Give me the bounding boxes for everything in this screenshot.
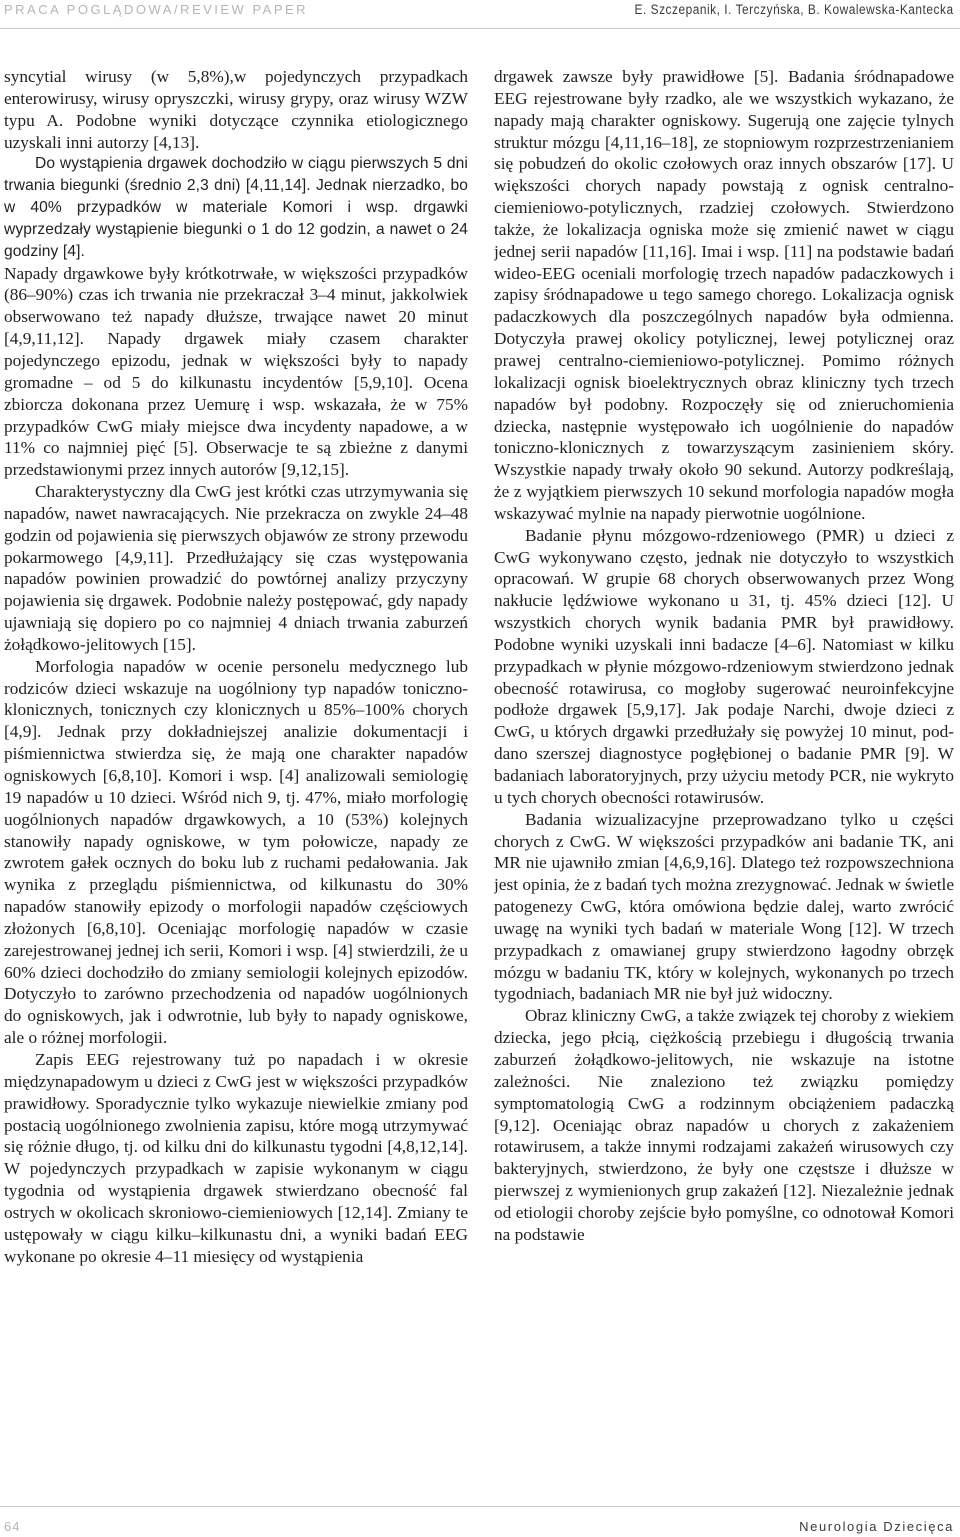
page-number: 64 bbox=[4, 1519, 21, 1534]
paragraph: Badania wizualizacyjne przeprowadzano tylko u części chorych z CwG. W większości przypadków ani badanie TK, ani MR nie ujawniło zmian [4,6,9,16]. Dlatego też rozpowszechniona jest opinia, że z badań tych można zrezygnować. Jednak w świetle patogenezy CwG, która omówiona będzie dalej, warto zwrócić uwagę na wyniki tych badań w materiale Wong [12]. W trzech przypadkach z omawianej grupy stwierdzono łagodny obrzęk mózgu w badaniu TK, który w kolejnych, wykonanych po trzech tygodniach, badaniach MR nie był już widoczny. bbox=[494, 809, 954, 1004]
header-rule bbox=[0, 28, 960, 29]
paragraph: Badanie płynu mózgowo-rdzeniowego (PMR) u dzieci z CwG wykonywano często, jednak nie dotyczyło to wszystkich opracowań. W grupie 68 chorych obserwowanych przez Wong nakłucie lędźwiowe wykonano u 31, tj. 45% dzieci [12]. U wszystkich chorych wynik badania PMR był prawidłowy. Podobne wyniki uzyskali inni badacze [4–6]. Natomiast w kilku przypadkach w płynie mózgowo-rdzeniowym stwierdzono jednak obecność rotawirusa, co mogłoby sugerować neuroinfekcyjne podłoże drgawek [5,9,17]. Jak podaje Narchi, dwoje dzieci z CwG, u których drgawki przedłużały się powyżej 10 minut, poddano szerszej diagnostyce pogłębionej o badanie PMR [9]. W badaniach laboratoryjnych, przy użyciu metody PCR, nie wykryto u tych chorych obecności rotawirusów. bbox=[494, 525, 954, 807]
page-footer bbox=[0, 1506, 960, 1537]
paragraph: syncytial wirusy (w 5,8%),w pojedynczych przypadkach enterowirusy, wirusy opryszczki, wirusy grypy, oraz wirusy WZW typu A. Podobne wyniki dotyczące czynnika etiologicznego uzyskali inni autorzy [4,13]. bbox=[4, 67, 468, 152]
paragraph: drgawek zawsze były prawidłowe [5]. Badania śródnapadowe EEG rejestrowane były rzadko, ale we wszystkich wykazano, że napady mają charakter ogniskowy. Sugerują one zajęcie tylnych struktur mózgu [4,11,16–18], ze stopniowym rozprzestrzenianiem się pobudzeń do okolic czołowych oraz innych obszarów [17]. U większości chorych napady powstają z ognisk centralno-ciemieniowo-potylicznych, rzadziej czołowych. Stwierdzono także, że lokalizacja ogniska może się zmienić nawet w ciągu jednej serii napadów [11,16]. Imai i wsp. [11] na podstawie badań wideo-EEG oceniali morfologię trzech napadów padaczkowych i zapisy śródnapadowe u tego samego chorego. Lokalizacja ognisk padaczkowych dla poszczególnych napadów była odmienna. Dotyczyła prawej okolicy potylicznej, lewej potylicznej oraz prawej centralno-ciemieniowo-potylicznej. Pomimo różnych lokalizacji ognisk bioelektrycznych obraz kliniczny tych trzech napadów był podobny. Rozpoczęły się od znieruchomienia dziecka, następnie występowało ich uogólnienie do napadów toniczno-klonicznych z towarzyszącym zasinieniem skóry. Wszystkie napady trwały około 90 sekund. Autorzy podkreślają, że z wyjątkiem pierwszych 10 sekund morfologia napadów mogła wskazywać mylnie na napady pierwotnie uogólnione. bbox=[494, 67, 954, 523]
running-header bbox=[0, 0, 960, 24]
journal-name: Neurologia Dziecięca bbox=[799, 1519, 954, 1534]
paragraph: Obraz kliniczny CwG, a także związek tej choroby z wiekiem dziecka, jego płcią, ciężkością przebiegu i długością trwania zaburzeń żołądkowo-jelitowych, nie wskazuje na istotne zależności. Nie znaleziono też związku pomiędzy symptomatologią CwG a rodzinnym obciążeniem padaczką [9,12]. Oceniając obraz napadów u chorych z zakażeniem rotawirusem, a także innymi rodzajami zakażeń wirusowych czy bakteryjnych, stwierdzono, że były one częstsze i dłuższe w pierwszej z wymienionych grup zakażeń [12]. Niezależnie jednak od etiologii choroby zejście było pomyślne, co odnotował Komori na podstawie bbox=[494, 1006, 954, 1244]
right-column bbox=[494, 66, 954, 1486]
author-names: E. Szczepanik, I. Terczyńska, B. Kowalewska-Kantecka bbox=[634, 2, 954, 17]
paragraph: Zapis EEG rejestrowany tuż po napadach i w okresie międzynapadowym u dzieci z CwG jest w większości przypadków prawidłowy. Sporadycznie tylko wykazuje niewielkie zmiany pod postacią uogólnionego zwolnienia zapisu, które mogą utrzymywać się różnie długo, tj. od kilku dni do kilkunastu tygodni [4,8,12,14]. W pojedynczych przypadkach w zapisie wykonanym w ciągu tygodnia od wystąpienia drgawek stwierdzano obecność fal ostrych w okolicach skroniowo-ciemieniowych [12,14]. Zmiany te ustępowały w ciągu kilku–kilkunastu dni, a wyniki badań EEG wykonane po okresie 4–11 miesięcy od wystąpienia bbox=[4, 1049, 468, 1266]
section-label: PRACA POGLĄDOWA/REVIEW PAPER bbox=[4, 2, 309, 17]
footer-rule bbox=[0, 1506, 960, 1507]
paragraph: Napady drgawkowe były krótkotrwałe, w większości przypadków (86–90%) czas ich trwania nie przekraczał 3–4 minut, jakkolwiek obserwowano też napady dłuższe, trwające nawet 20 minut [4,9,11,12]. Napady drgawek miały czasem charakter pojedynczego epizodu, jednak w większości były to napady gromadne – od 5 do kilkunastu incydentów [5,9,10]. Ocena zbiorcza dokonana przez Uemurę i wsp. wskazała, że w 75% przypadków CwG miały miejsce dwa incydenty napadowe, a w 11% co najmniej pięć [5]. Obserwacje te są zbieżne z danymi przedstawionymi przez innych autorów [9,12,15]. bbox=[4, 263, 468, 480]
paragraph: Charakterystyczny dla CwG jest krótki czas utrzymywania się napadów, nawet nawracających. Nie przekracza on zwykle 24–48 godzin od pojawienia się pierwszych objawów ze strony przewodu pokarmowego [4,9,11]. Przedłużający się czas występowania napadów powinien prowadzić do powtórnej analizy przyczyny pojawienia się drgawek. Podobnie należy postępować, gdy napady ujawniają się dopiero po co najmniej 4 dniach trwania zaburzeń żołądkowo-jelitowych [15]. bbox=[4, 482, 468, 654]
paragraph: Do wystąpienia drgawek dochodziło w ciągu pierwszych 5 dni trwania biegunki (średnio 2,3 dni) [4,11,14]. Jednak nierzadko, bo w 40% przypadków w materiale Komori i wsp. drgawki wyprzedzały wystąpienie biegunki o 1 do 12 godzin, a nawet o 24 godziny [4]. bbox=[4, 155, 468, 260]
paragraph: Morfologia napadów w ocenie personelu medycznego lub rodziców dzieci wskazuje na uogólniony typ napadów toniczno-klonicznych, tonicznych czy klonicznych u 85%–100% chorych [4,9]. Jednak przy dokładniejszej analizie dokumentacji i piśmiennictwa stwierdza się, że mają one charakter napadów ogniskowych [6,8,10]. Komori i wsp. [4] analizowali semiologię 19 napadów u 10 dzieci. Wśród nich 9, tj. 47%, miało morfologię uogólnionych napadów drgawkowych, a 10 (53%) kolejnych stanowiły napady ogniskowe, w tym połowicze, napady ze zwrotem gałek ocznych do boku lub z ruchami pedałowania. Jak wynika z przeglądu piśmiennictwa, od kilkunastu do 30% napadów stanowiły epizody o morfologii napadów częściowych złożonych [6,8,10]. Oceniając morfologię napadów w czasie zarejestrowanej jednej ich serii, Komori i wsp. [4] stwierdzili, że u 60% dzieci dochodziło do zmiany semiologii kolejnych epizodów. Dotyczyło to zarówno przechodzenia od napadów uogólnionych do ogniskowych, jak i odwrotnie, lub były to napady ogniskowe, ale o różnej morfologii. bbox=[4, 656, 468, 1048]
left-column bbox=[4, 66, 468, 1486]
